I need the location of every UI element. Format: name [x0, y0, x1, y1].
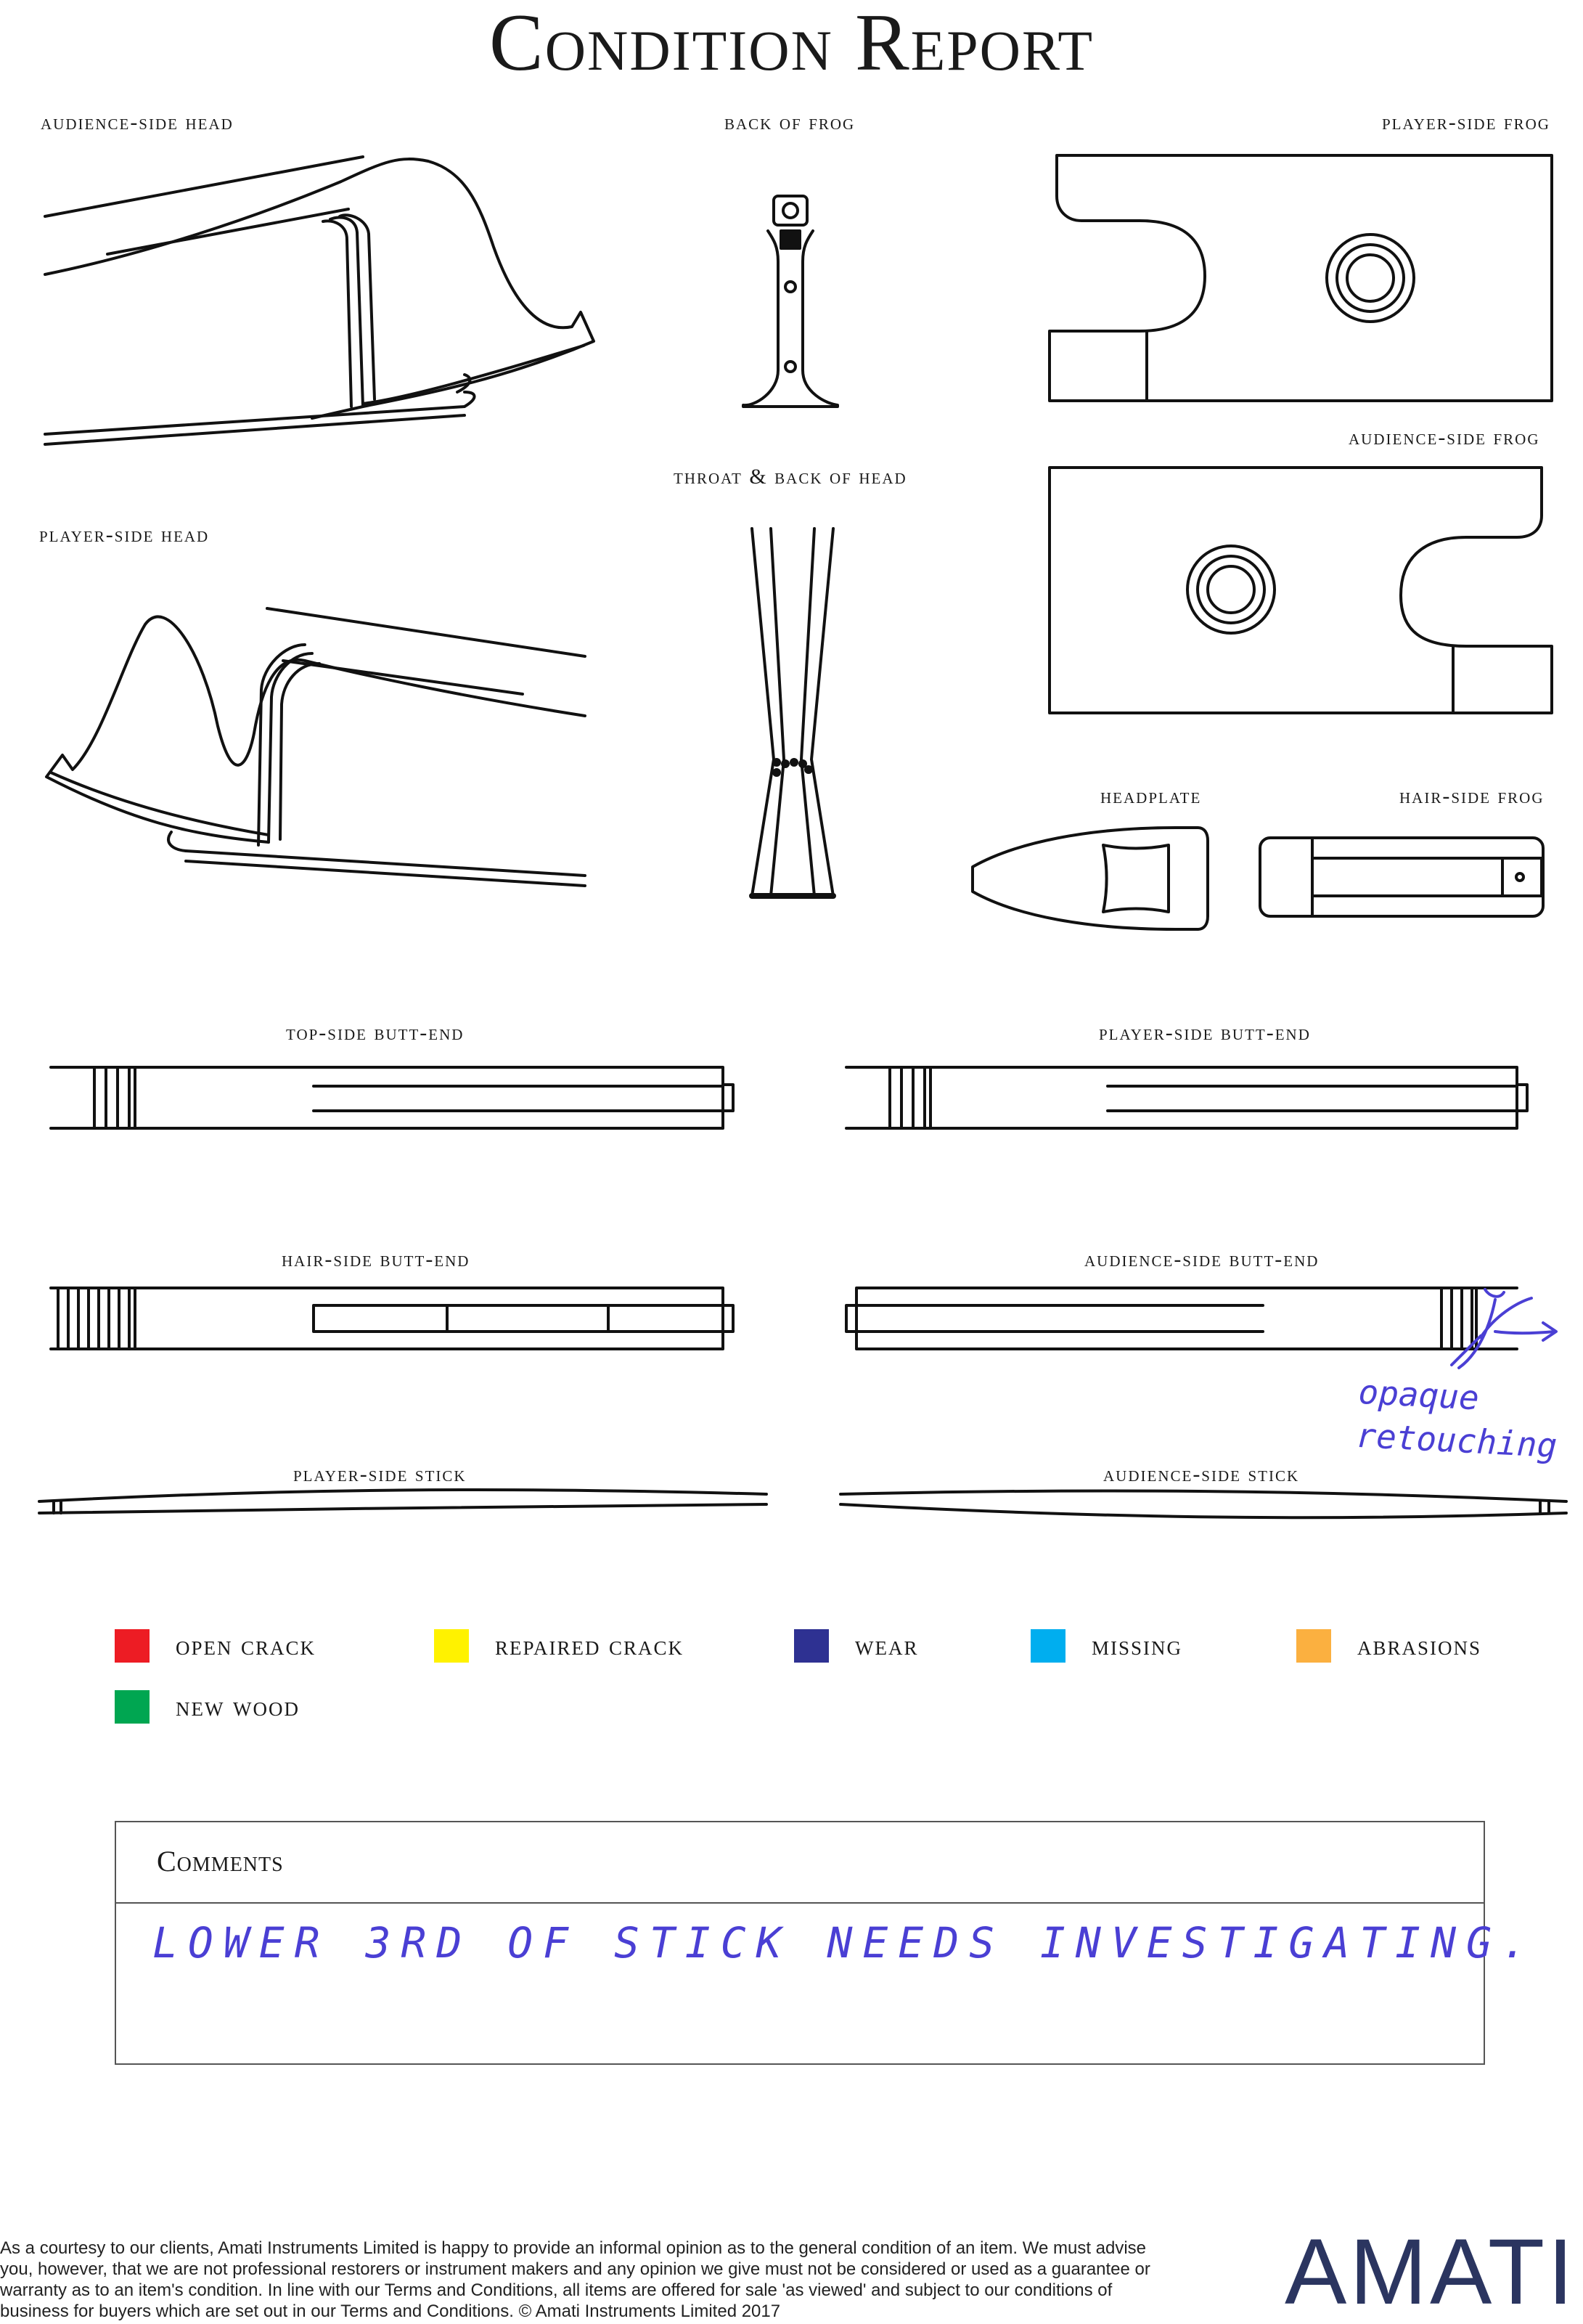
player-side-butt-end-drawing	[846, 1067, 1527, 1128]
legend-label-new-wood: new wood	[176, 1692, 300, 1722]
swatch-new-wood	[115, 1690, 150, 1724]
player-side-head-drawing	[46, 608, 585, 886]
throat-back-of-head-drawing	[752, 529, 833, 896]
legend-label-wear: wear	[855, 1631, 919, 1661]
legend-repaired-crack	[434, 1629, 684, 1663]
audience-side-frog-drawing	[1050, 468, 1552, 713]
legend-wear	[794, 1629, 918, 1663]
annotation-line-2: retouching	[1355, 1415, 1558, 1466]
legend-new-wood	[115, 1690, 300, 1724]
comments-box	[115, 1821, 1537, 2065]
audience-side-butt-end-drawing	[846, 1288, 1517, 1349]
legend-abrasions	[1296, 1629, 1481, 1663]
swatch-open-crack	[115, 1629, 150, 1663]
label-player-side-stick: player-side stick	[293, 1462, 467, 1486]
label-audience-side-butt-end: audience-side butt-end	[1084, 1247, 1320, 1271]
swatch-repaired-crack	[434, 1629, 469, 1663]
legend-missing	[1031, 1629, 1182, 1663]
annotation-line-1: opaque	[1357, 1371, 1481, 1418]
handwritten-annotation	[1355, 1370, 1560, 1467]
comments-heading: Comments	[157, 1845, 284, 1877]
label-player-side-butt-end: player-side butt-end	[1099, 1021, 1311, 1045]
headplate-drawing	[973, 828, 1208, 929]
legend-label-repaired-crack: repaired crack	[495, 1631, 684, 1661]
player-side-frog-drawing	[1050, 155, 1552, 401]
audience-side-stick-drawing	[840, 1491, 1566, 1517]
label-player-side-frog: player-side frog	[1382, 110, 1550, 134]
label-audience-side-frog: audience-side frog	[1349, 425, 1540, 449]
label-hair-side-frog: hair-side frog	[1399, 784, 1545, 808]
player-side-stick-drawing	[39, 1490, 766, 1513]
comments-text: LOWER 3RD OF STICK NEEDS INVESTIGATING.	[152, 1918, 1537, 1968]
legend-label-abrasions: abrasions	[1357, 1631, 1482, 1661]
hair-side-butt-end-drawing	[51, 1288, 733, 1349]
label-audience-side-head: audience-side head	[41, 110, 234, 134]
ink-arrow-annotation	[1452, 1289, 1556, 1368]
swatch-missing	[1031, 1629, 1065, 1663]
swatch-wear	[794, 1629, 829, 1663]
amati-logo: AMATI	[1285, 2220, 1576, 2324]
label-audience-side-stick: audience-side stick	[1103, 1462, 1300, 1486]
swatch-abrasions	[1296, 1629, 1331, 1663]
label-top-side-butt-end: top-side butt-end	[286, 1021, 465, 1045]
label-player-side-head: player-side head	[39, 523, 210, 547]
label-hair-side-butt-end: hair-side butt-end	[282, 1247, 470, 1271]
top-side-butt-end-drawing	[51, 1067, 733, 1128]
label-back-of-frog: back of frog	[724, 110, 856, 134]
label-headplate: headplate	[1100, 784, 1202, 808]
back-of-frog-drawing	[743, 196, 838, 407]
legend-label-missing: missing	[1092, 1631, 1183, 1661]
legend-open-crack	[115, 1629, 316, 1663]
legend-label-open-crack: open crack	[176, 1631, 316, 1661]
audience-side-head-drawing	[45, 157, 594, 444]
disclaimer-text: As a courtesy to our clients, Amati Instruments Limited is happy to provide an informal opinion as to the general condition of an item. We must advise you, however, that we are not professional restorers or instrument makers and any opinion we give must not be considered or used as a guarantee or warranty as to an item's condition. In line with our Terms and Conditions, all items are offered for sale 'as viewed' and subject to our conditions of business for buyers which are set out in our Terms and Conditions. © Amati Instruments Limited 2017	[0, 2238, 1150, 2321]
label-throat-back-of-head: throat & back of head	[674, 465, 907, 489]
hair-side-frog-drawing	[1260, 838, 1543, 916]
comments-header	[116, 1822, 1484, 1904]
page-title: Condition Report	[489, 0, 1094, 88]
